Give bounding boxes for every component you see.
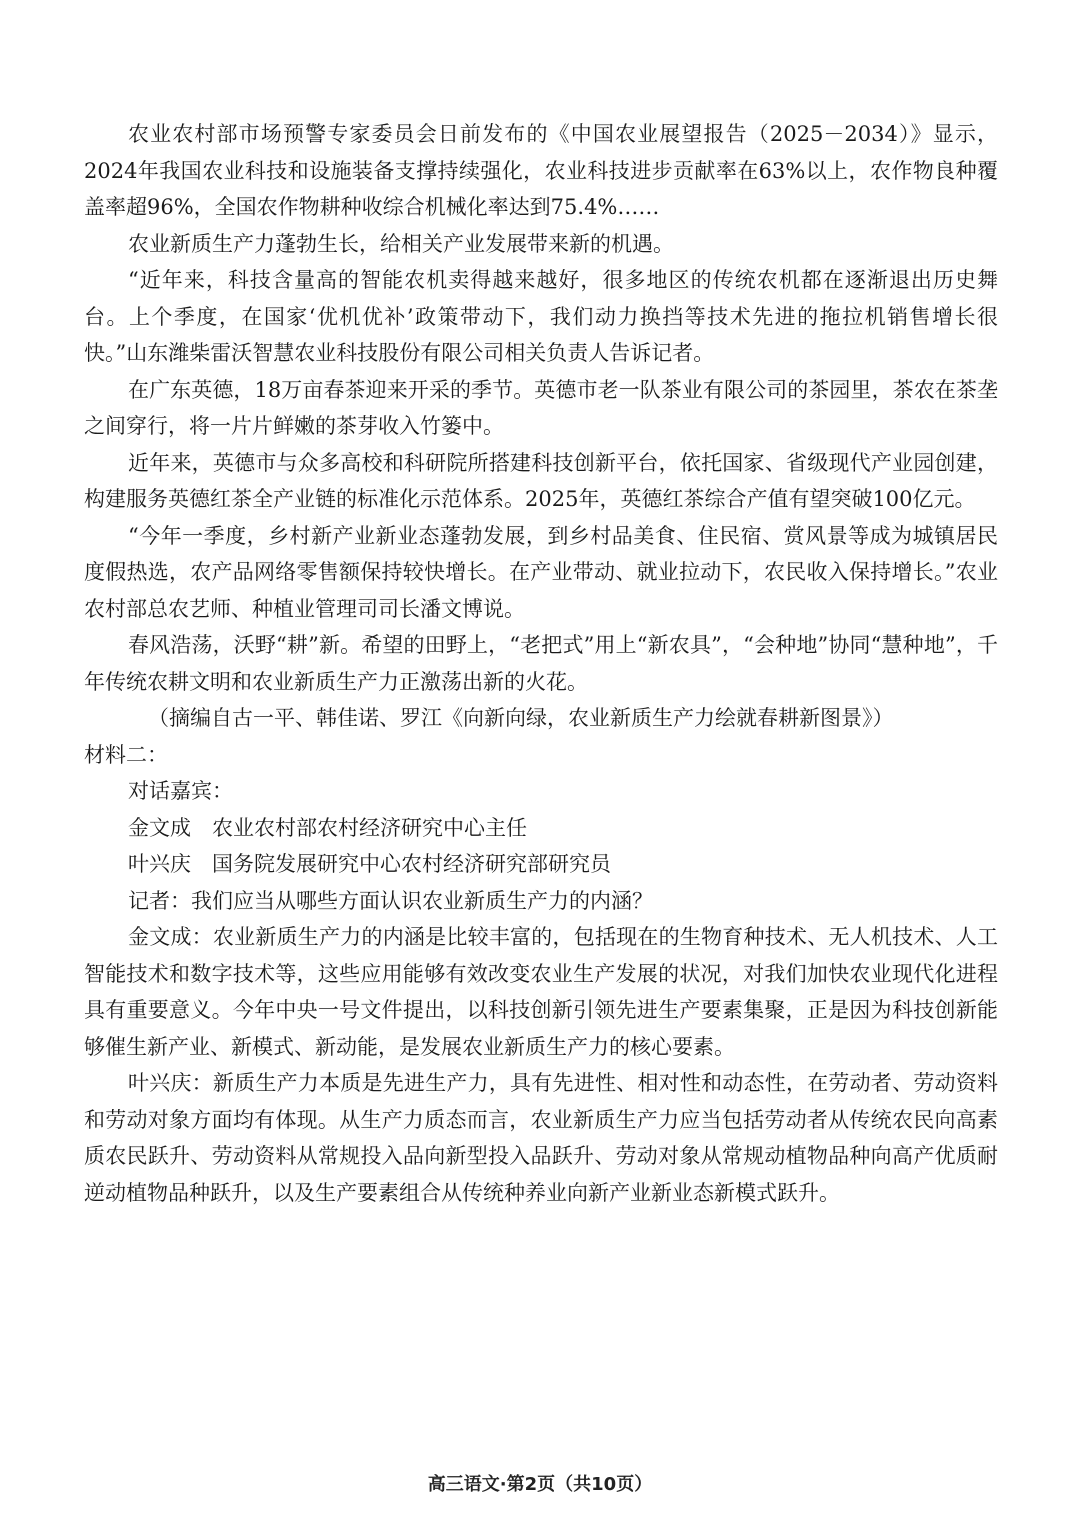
source-citation: （摘编自古一平、韩佳诺、罗江《向新向绿，农业新质生产力绘就春耕新图景》） — [148, 706, 894, 730]
paragraph-rural-quote: “今年一季度，乡村新产业新业态蓬勃发展，到乡村品美食、住民宿、赏风景等成为城镇居民度假热选，农产品网络零售额保持较快增长。在产业带动、就业拉动下，农民收入保持增长。”农业农村部总农艺师、种植业管理司司长潘文博说。 — [84, 523, 998, 621]
paragraph-yingde-tea: 在广东英德，18万亩春茶迎来开采的季节。英德市老一队茶业有限公司的茶园里，茶农在茶垄之间穿行，将一片片鲜嫩的茶芽收入竹篓中。 — [84, 377, 998, 438]
answer-ye-xingqing: 叶兴庆：新质生产力本质是先进生产力，具有先进性、相对性和动态性，在劳动者、劳动资料和劳动对象方面均有体现。从生产力质态而言，农业新质生产力应当包括劳动者从传统农民向高素质农民跃升、劳动资料从常规投入品向新型投入品跃升、劳动对象从常规动植物品种向高产优质耐逆动植物品种跃升，以及生产要素组合从传统种养业向新产业新业态新模式跃升。 — [84, 1071, 998, 1205]
paragraph-opportunity: 农业新质生产力蓬勃生长，给相关产业发展带来新的机遇。 — [128, 231, 674, 256]
guests-label: 对话嘉宾： — [128, 779, 233, 803]
page-footer: 高三语文·第2页（共10页） — [427, 1474, 653, 1495]
reporter-question: 记者：我们应当从哪些方面认识农业新质生产力的内涵？ — [128, 888, 653, 913]
paragraph-spring-wind: 春风浩荡，沃野“耕”新。希望的田野上，“老把式”用上“新农具”，“会种地”协同“慧种地”，千年传统农耕文明和农业新质生产力正激荡出新的火花。 — [84, 633, 998, 694]
guest-jin-wencheng: 金文成 农业农村部农村经济研究中心主任 — [128, 815, 527, 840]
paragraph-report: 农业农村部市场预警专家委员会日前发布的《中国农业展望报告（2025－2034）》显示，2024年我国农业科技和设施装备支撑持续强化，农业科技进步贡献率在63%以上，农作物良种覆盖率超96%，全国农作物耕种收综合机械化率达到75.4%…… — [84, 122, 998, 219]
answer-jin-wencheng: 金文成：农业新质生产力的内涵是比较丰富的，包括现在的生物育种技术、无人机技术、人工智能技术和数字技术等，这些应用能够有效改变农业生产发展的状况，对我们加快农业现代化进程具有重要意义。今年中央一号文件提出，以科技创新引领先进生产要素集聚，正是因为科技创新能够催生新产业、新模式、新动能，是发展农业新质生产力的核心要素。 — [84, 925, 998, 1059]
material-two-heading: 材料二： — [84, 742, 168, 767]
guest-ye-xingqing: 叶兴庆 国务院发展研究中心农村经济研究部研究员 — [128, 852, 611, 876]
paragraph-machinery-quote: “近年来，科技含量高的智能农机卖得越来越好，很多地区的传统农机都在逐渐退出历史舞台。上个季度，在国家‘优机优补’政策带动下，我们动力换挡等技术先进的拖拉机销售增长很快。”山东潍柴雷沃智慧农业科技股份有限公司相关负责人告诉记者。 — [84, 268, 998, 365]
paragraph-yingde-platform: 近年来，英德市与众多高校和科研院所搭建科技创新平台，依托国家、省级现代产业园创建，构建服务英德红茶全产业链的标准化示范体系。2025年，英德红茶综合产值有望突破100亿元。 — [84, 450, 998, 511]
document-body — [84, 116, 998, 1211]
